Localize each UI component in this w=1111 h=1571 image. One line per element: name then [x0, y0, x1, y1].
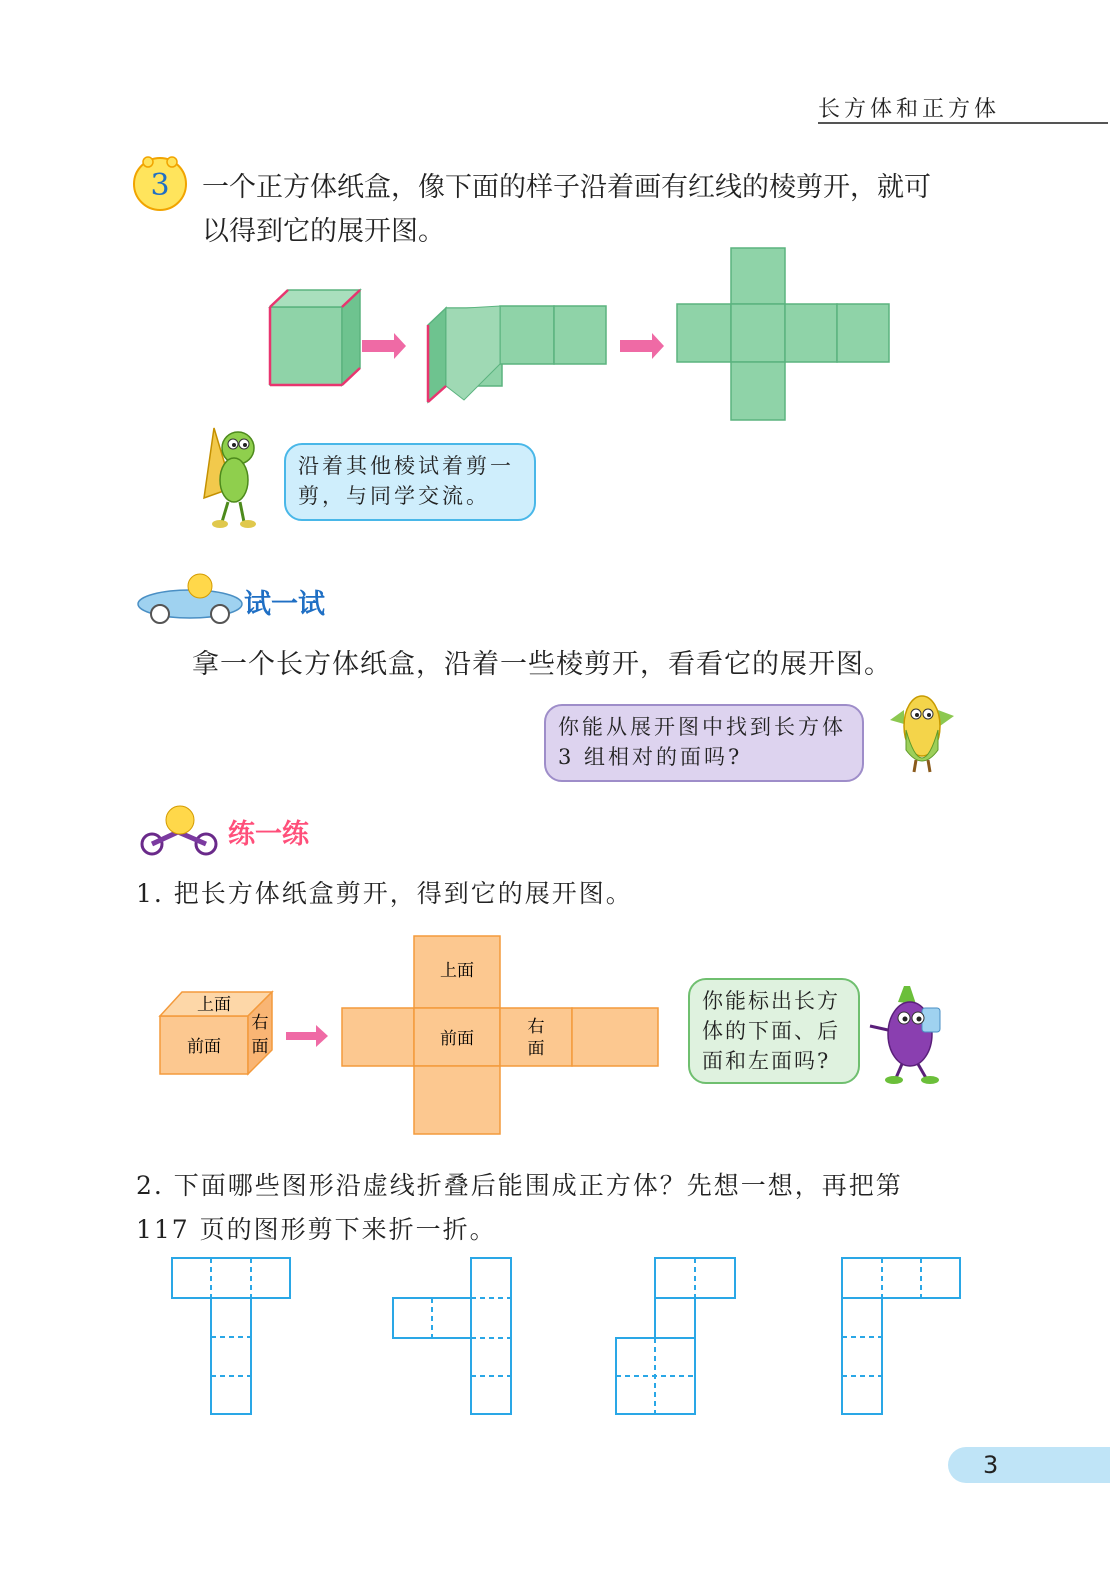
folding-net-c	[616, 1258, 735, 1414]
example-text-line-1: 一个正方体纸盒，像下面的样子沿着画有红线的棱剪开，就可	[202, 172, 931, 203]
cuboid-front-label: 前面	[187, 1037, 221, 1057]
speech-bubble-faces	[544, 704, 864, 782]
bubble-line-1: 你能从展开图中找到长方体	[558, 715, 846, 739]
net-top-label: 上面	[440, 961, 474, 981]
cuboid-top-label: 上面	[197, 995, 231, 1015]
bubble-line-1: 你能标出长方	[702, 989, 840, 1013]
speech-bubble-cut	[284, 443, 536, 521]
folding-net-d	[842, 1258, 960, 1414]
net-right-label-2: 面	[527, 1039, 545, 1059]
car-icon	[134, 570, 246, 626]
bubble-line-2: 剪，与同学交流。	[298, 484, 490, 508]
cuboid-net-figure	[342, 936, 658, 1134]
cube-net-figure	[677, 248, 889, 420]
example-number: 3	[150, 168, 170, 203]
try-section-title: 试一试	[244, 589, 325, 620]
question-2-line-2: 117 页的图形剪下来折一折。	[136, 1215, 497, 1244]
eggplant-character-icon	[864, 978, 962, 1084]
page-number: 3	[983, 1451, 999, 1479]
bubble-line-3: 面和左面吗?	[702, 1049, 831, 1073]
header-rule	[818, 122, 1108, 124]
folding-nets-diagram	[168, 1254, 968, 1420]
example-text-line-2: 以得到它的展开图。	[202, 216, 445, 247]
arrow-icon	[620, 333, 664, 359]
cuboid-right-label-1: 右	[251, 1013, 269, 1033]
question-2-text	[136, 1164, 976, 1252]
folding-net-b	[393, 1258, 511, 1414]
cuboid-net-diagram	[156, 934, 666, 1140]
net-right-label-1: 右	[527, 1017, 545, 1037]
folding-net-a	[172, 1258, 290, 1414]
example-number-badge	[130, 150, 194, 214]
question-1-text: 1. 把长方体纸盒剪开，得到它的展开图。	[136, 879, 633, 908]
corn-character-icon	[884, 680, 958, 774]
question-2-line-1: 2. 下面哪些图形沿虚线折叠后能围成正方体？先想一想，再把第	[136, 1171, 903, 1200]
net-front-label: 前面	[440, 1029, 474, 1049]
cube-unfolding-diagram	[260, 240, 900, 430]
arrow-icon	[362, 333, 406, 359]
partial-unfold-figure	[428, 306, 606, 402]
bubble-line-1: 沿着其他棱试着剪一	[298, 454, 514, 478]
motorcycle-icon	[134, 802, 234, 858]
try-section-text: 拿一个长方体纸盒，沿着一些棱剪开，看看它的展开图。	[192, 649, 892, 680]
arrow-icon	[286, 1025, 328, 1047]
bean-character-icon	[196, 418, 270, 534]
cuboid-right-label-2: 面	[251, 1037, 269, 1057]
bubble-line-2: 体的下面、后	[702, 1019, 840, 1043]
page-number-tab	[948, 1447, 1110, 1483]
cube-figure	[270, 290, 360, 385]
practice-section-title: 练一练	[228, 819, 309, 850]
chapter-title: 长方体和正方体	[818, 97, 1001, 122]
bubble-line-2: 3 组相对的面吗?	[558, 745, 743, 769]
speech-bubble-label	[688, 978, 860, 1084]
